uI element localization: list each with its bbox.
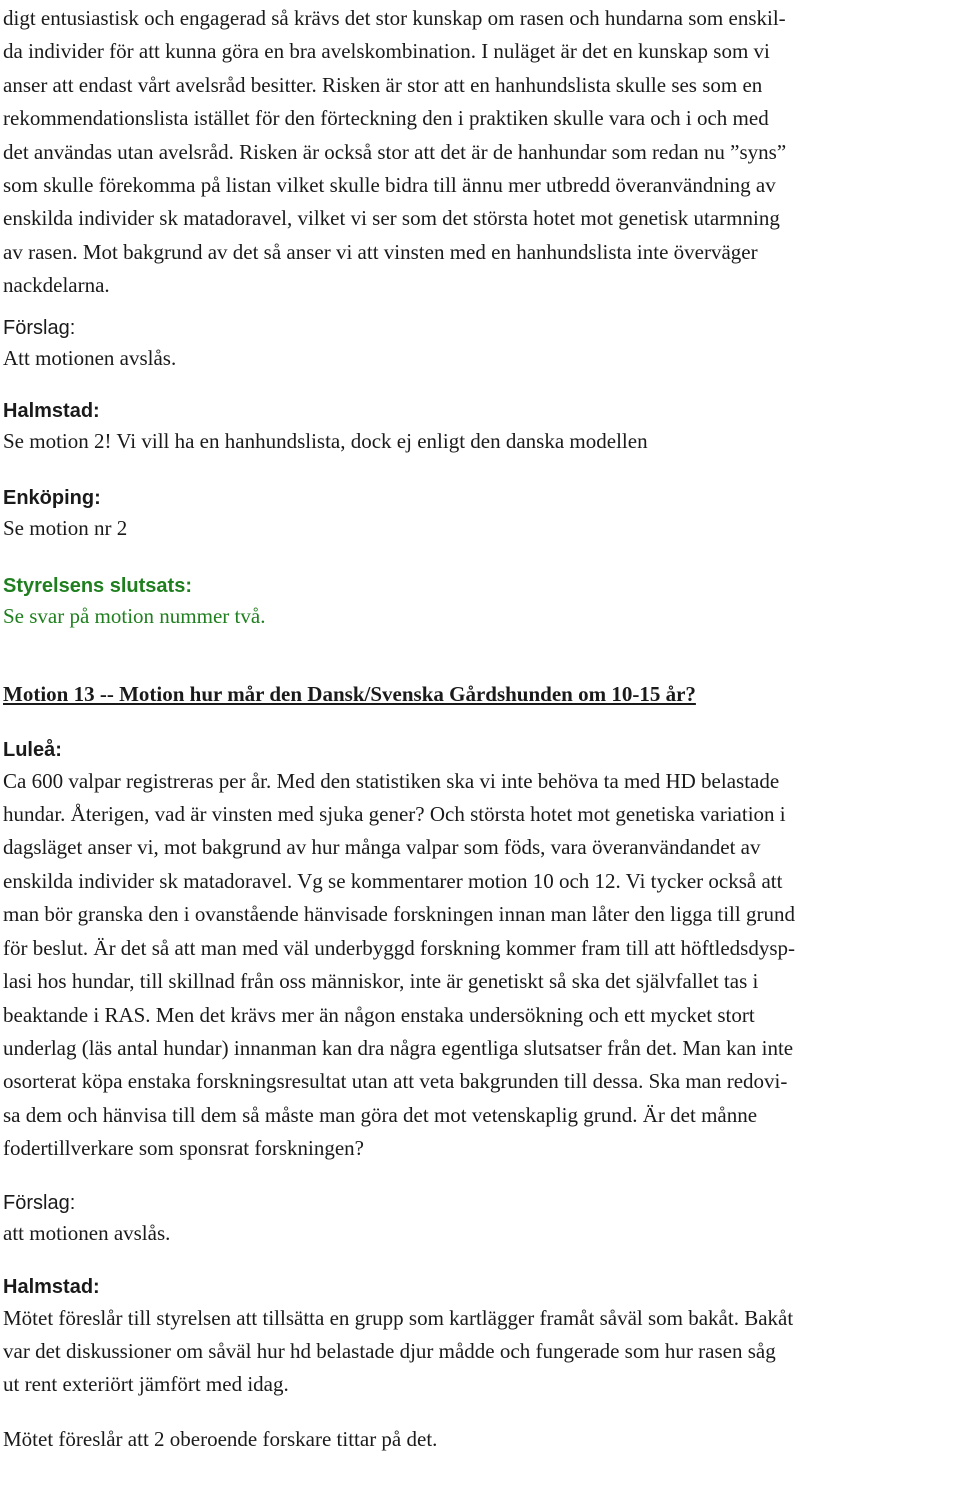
lulea-heading: Luleå: [3,738,62,761]
text-line: ut rent exteriört jämfört med idag. [3,1372,289,1397]
halmstad-heading: Halmstad: [3,399,100,422]
text-line: lasi hos hundar, till skillnad från oss människor, inte är genetiskt så ska det självfallet tas i [3,969,759,994]
text-line: beaktande i RAS. Men det krävs mer än någon enstaka undersökning och ett mycket stort [3,1002,755,1027]
motion-13-title: Motion 13 -- Motion hur mår den Dansk/Svenska Gårdshunden om 10-15 år? [3,681,696,706]
text-line: anser att endast vårt avelsråd besitter. Risken är stor att en hanhundslista skulle ses som en [3,72,763,97]
forslag-text: Att motionen avslås. [3,345,177,370]
text-line: Ca 600 valpar registreras per år. Med den statistiken ska vi inte behöva ta med HD belastade [3,768,780,793]
text-line: hundar. Återigen, vad är vinsten med sjuka gener? Och största hotet mot genetiska variation i [3,802,786,827]
halmstad-heading: Halmstad: [3,1275,100,1298]
text-line: fodertillverkare som sponsrat forskningen? [3,1136,364,1161]
text-line: som skulle förekomma på listan vilket skulle bidra till ännu mer utbredd överanvändning av [3,173,776,198]
text-line: var det diskussioner om såväl hur hd belastade djur mådde och fungerade som hur rasen såg [3,1338,776,1363]
text-line: för beslut. Är det så att man med väl underbyggd forskning kommer fram till att höftledsdysp- [3,935,795,960]
text-line: osorterat köpa enstaka forskningsresultat utan att veta bakgrunden till dessa. Ska man redovi- [3,1069,788,1094]
text-line: man bör granska den i ovanstående hänvisade forskningen innan man låter den ligga till grund [3,902,795,927]
paragraph-halmstad [3,1302,958,1402]
forslag-label: Förslag: [3,316,76,339]
text-line: nackdelarna. [3,273,110,298]
text-line: underlag (läs antal hundar) innanman kan dra några egentliga slutsatser från det. Man kan inte [3,1035,794,1060]
text-line: dagsläget anser vi, mot bakgrund av hur många valpar som föds, vara överanvändandet av [3,835,761,860]
text-line: enskilda individer sk matadoravel, vilket vi ser som det största hotet mot genetisk utarmning [3,206,780,231]
styrelsen-heading: Styrelsens slutsats: [3,574,192,597]
closing-line: Mötet föreslår att 2 oberoende forskare tittar på det. [3,1426,438,1451]
text-line: sa dem och hänvisa till dem så måste man göra det mot vetenskaplig grund. Är det månne [3,1102,758,1127]
text-line: rekommendationslista istället för den förteckning den i praktiken skulle vara och i och med [3,106,769,131]
text-line: da individer för att kunna göra en bra avelskombination. I nuläget är det en kunskap som vi [3,39,770,64]
enkoping-heading: Enköping: [3,486,101,509]
text-line: det användas utan avelsråd. Risken är också stor att det är de hanhundar som redan nu ”syns” [3,139,787,164]
text-line: av rasen. Mot bakgrund av det så anser vi att vinsten med en hanhundslista inte överväger [3,239,758,264]
forslag-text: att motionen avslås. [3,1220,171,1245]
text-line: digt entusiastisk och engagerad så krävs det stor kunskap om rasen och hundarna som enskil- [3,6,786,30]
enkoping-text: Se motion nr 2 [3,515,128,540]
styrelsen-text: Se svar på motion nummer två. [3,603,266,628]
paragraph-lulea [3,765,958,1166]
paragraph-block1 [3,2,958,303]
text-line: enskilda individer sk matadoravel. Vg se kommentarer motion 10 och 12. Vi tycker också att [3,868,783,893]
document-page [3,0,958,1454]
text-line: Mötet föreslår till styrelsen att tillsätta en grupp som kartlägger framåt såväl som bakåt. Bakåt [3,1305,794,1330]
forslag-label: Förslag: [3,1191,76,1214]
halmstad-text: Se motion 2! Vi vill ha en hanhundslista, dock ej enligt den danska modellen [3,428,648,453]
